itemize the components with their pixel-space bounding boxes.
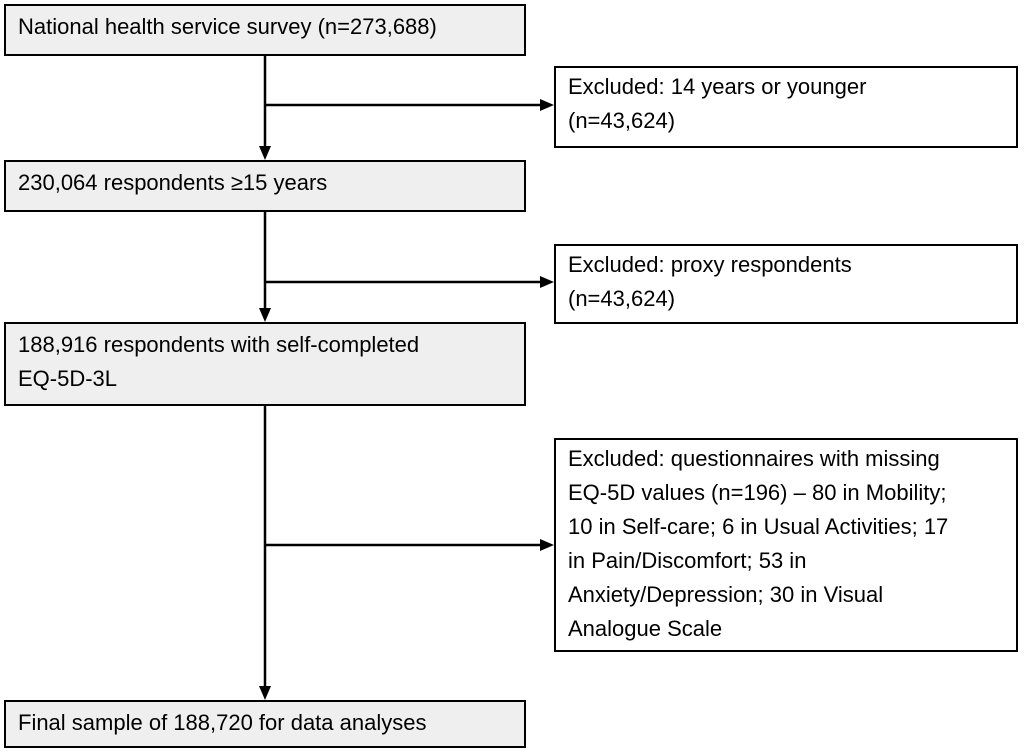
exclusion-missing-values-box — [554, 438, 1018, 652]
step-survey-label: National health service survey (n=273,688) — [18, 14, 437, 39]
exclusion-age-line-1: Excluded: 14 years or younger — [568, 74, 867, 99]
exclusion-age-line-2: (n=43,624) — [568, 108, 676, 133]
step-self-completed-line-1: 188,916 respondents with self-completed — [18, 332, 420, 357]
exclusion-missing-line-5: Anxiety/Depression; 30 in Visual — [568, 582, 884, 607]
exclusion-missing-line-4: in Pain/Discomfort; 53 in — [568, 548, 807, 573]
right-arrowhead-1 — [540, 99, 554, 111]
step-self-completed-line-2: EQ-5D-3L — [18, 366, 118, 391]
exclusion-missing-line-3: 10 in Self-care; 6 in Usual Activities; 17 — [568, 514, 949, 539]
down-arrowhead-1 — [259, 146, 271, 160]
exclusion-proxy-box — [554, 244, 1018, 324]
exclusion-missing-line-1: Excluded: questionnaires with missing — [568, 446, 940, 471]
exclusion-missing-line-2: EQ-5D values (n=196) – 80 in Mobility; — [568, 480, 947, 505]
right-arrowhead-2 — [540, 276, 554, 288]
step-survey-box — [4, 4, 526, 56]
down-arrowhead-2 — [259, 308, 271, 322]
down-arrowhead-3 — [259, 686, 271, 700]
step-final-sample-box — [4, 700, 526, 748]
step-self-completed-box — [4, 322, 526, 406]
exclusion-proxy-line-2: (n=43,624) — [568, 286, 676, 311]
exclusion-age-box — [554, 66, 1018, 148]
right-arrowhead-3 — [540, 539, 554, 551]
step-adults-label: 230,064 respondents ≥15 years — [18, 170, 328, 195]
exclusion-missing-line-6: Analogue Scale — [568, 616, 723, 641]
exclusion-proxy-line-1: Excluded: proxy respondents — [568, 252, 852, 277]
step-final-sample-label: Final sample of 188,720 for data analyses — [18, 710, 427, 735]
step-adults-box — [4, 160, 526, 212]
